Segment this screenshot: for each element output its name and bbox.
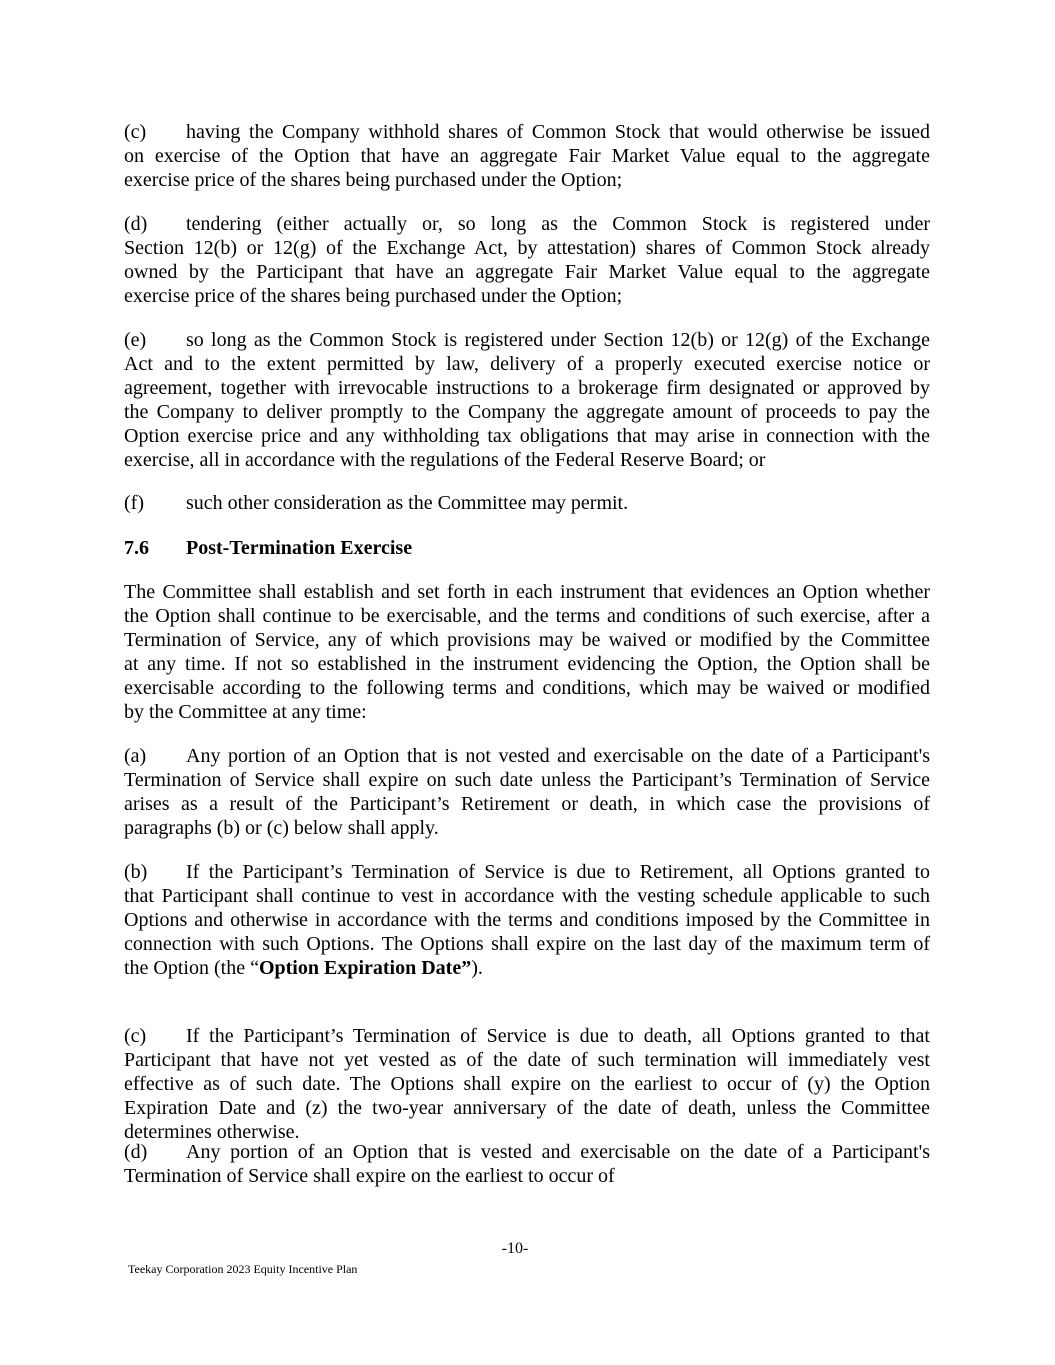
- line-text: such other consideration as the Committee may permit.: [186, 492, 629, 514]
- paragraph: [124, 212, 930, 308]
- line-text: exercise, all in accordance with the regulations of the Federal Reserve Board; or: [124, 449, 766, 471]
- line-text: exercise price of the shares being purchased under the Option;: [124, 285, 623, 307]
- line-text: Section 12(b) or 12(g) of the Exchange Act, by attestation) shares of Common Stock already: [124, 237, 930, 259]
- paragraph: [124, 1024, 930, 1144]
- text-line: [124, 424, 930, 448]
- text-line: [124, 1048, 930, 1072]
- defined-term: Option Expiration Date”: [258, 957, 472, 979]
- text-line: [124, 580, 930, 604]
- text-line: [124, 744, 930, 768]
- line-text: Termination of Service, any of which provisions may be waived or modified by the Committee: [124, 629, 930, 651]
- text-line: [124, 768, 930, 792]
- line-text: Participant that have not yet vested as of the date of such termination will immediately vest: [124, 1049, 930, 1071]
- section-heading: [124, 536, 930, 560]
- paragraph: [124, 120, 930, 192]
- text-line: [124, 448, 930, 472]
- line-text: on exercise of the Option that have an aggregate Fair Market Value equal to the aggregate: [124, 145, 930, 167]
- text-line: [124, 400, 930, 424]
- text-line: [124, 120, 930, 144]
- line-text: Termination of Service shall expire on the earliest to occur of: [124, 1165, 615, 1187]
- line-text: The Committee shall establish and set forth in each instrument that evidences an Option whether: [124, 581, 930, 603]
- line-text: Termination of Service shall expire on such date unless the Participant’s Termination of Service: [124, 769, 930, 791]
- line-text: tendering (either actually or, so long as the Common Stock is registered under: [186, 213, 930, 235]
- line-text: Any portion of an Option that is vested and exercisable on the date of a Participant's: [186, 1141, 930, 1163]
- line-text: ).: [471, 957, 483, 979]
- paragraph-label: 7.6: [124, 537, 149, 559]
- text-line: [124, 1096, 930, 1120]
- paragraph-label: (d): [124, 213, 148, 235]
- text-line: [124, 328, 930, 352]
- text-line: [124, 792, 930, 816]
- line-text: Post-Termination Exercise: [186, 537, 413, 559]
- text-line: [124, 284, 930, 308]
- line-text: determines otherwise.: [124, 1121, 300, 1143]
- text-line: [124, 956, 930, 980]
- text-line: [124, 1140, 930, 1164]
- line-text: the Option (the “: [124, 957, 259, 979]
- paragraph-label: (f): [124, 492, 144, 514]
- text-line: [124, 700, 930, 724]
- line-text: Option exercise price and any withholding tax obligations that may arise in connection with the: [124, 425, 930, 447]
- text-line: [124, 491, 930, 515]
- text-line: [124, 628, 930, 652]
- paragraph-label: (a): [124, 745, 147, 767]
- line-text: owned by the Participant that have an aggregate Fair Market Value equal to the aggregate: [124, 261, 930, 283]
- line-text: exercise price of the shares being purchased under the Option;: [124, 169, 623, 191]
- text-line: [124, 860, 930, 884]
- paragraph: [124, 580, 930, 724]
- line-text: the Company to deliver promptly to the Company the aggregate amount of proceeds to pay the: [124, 401, 930, 423]
- paragraph-label: (d): [124, 1141, 148, 1163]
- text-line: [124, 1024, 930, 1048]
- text-line: [124, 260, 930, 284]
- line-text: having the Company withhold shares of Common Stock that would otherwise be issued: [186, 121, 930, 143]
- line-text: Act and to the extent permitted by law, delivery of a properly executed exercise notice or: [124, 353, 930, 375]
- line-text: If the Participant’s Termination of Service is due to Retirement, all Options granted to: [186, 861, 930, 883]
- footer-text: Teekay Corporation 2023 Equity Incentive Plan: [128, 1262, 358, 1276]
- text-line: [124, 236, 930, 260]
- text-line: [124, 908, 930, 932]
- line-text: arises as a result of the Participant’s Retirement or death, in which case the provisions of: [124, 793, 930, 815]
- line-text: connection with such Options. The Options shall expire on the last day of the maximum term of: [124, 933, 930, 955]
- text-line: [124, 1072, 930, 1096]
- paragraph-label: (c): [124, 1025, 147, 1047]
- line-text: exercisable according to the following terms and conditions, which may be waived or modified: [124, 677, 930, 699]
- text-line: [124, 1164, 930, 1188]
- paragraph: [124, 860, 930, 980]
- line-text: Any portion of an Option that is not vested and exercisable on the date of a Participant's: [186, 745, 930, 767]
- text-line: [124, 376, 930, 400]
- text-line: [124, 144, 930, 168]
- line-text: Options and otherwise in accordance with the terms and conditions imposed by the Committee in: [124, 909, 930, 931]
- text-line: [124, 816, 930, 840]
- paragraph-label: (e): [124, 329, 147, 351]
- text-line: [124, 884, 930, 908]
- line-text: at any time. If not so established in the instrument evidencing the Option, the Option shall be: [124, 653, 930, 675]
- paragraph: [124, 744, 930, 840]
- line-text: effective as of such date. The Options shall expire on the earliest to occur of (y) the Option: [124, 1073, 930, 1095]
- text-line: [124, 604, 930, 628]
- line-text: If the Participant’s Termination of Service is due to death, all Options granted to that: [186, 1025, 930, 1047]
- paragraph: [124, 491, 930, 515]
- paragraph-label: (c): [124, 121, 147, 143]
- line-text: agreement, together with irrevocable instructions to a brokerage firm designated or approved by: [124, 377, 930, 399]
- text-line: [124, 168, 930, 192]
- text-line: [124, 932, 930, 956]
- text-line: [124, 212, 930, 236]
- text-line: [124, 536, 930, 560]
- paragraph: [124, 1140, 930, 1188]
- text-line: [124, 652, 930, 676]
- paragraph: [124, 328, 930, 472]
- text-line: [124, 352, 930, 376]
- paragraph-label: (b): [124, 861, 148, 883]
- line-text: that Participant shall continue to vest in accordance with the vesting schedule applicable to such: [124, 885, 930, 907]
- line-text: by the Committee at any time:: [124, 701, 367, 723]
- text-line: [124, 676, 930, 700]
- line-text: the Option shall continue to be exercisable, and the terms and conditions of such exercise, after a: [124, 605, 930, 627]
- line-text: so long as the Common Stock is registered under Section 12(b) or 12(g) of the Exchange: [186, 329, 930, 351]
- page-number: -10-: [501, 1240, 529, 1257]
- line-text: Expiration Date and (z) the two-year anniversary of the date of death, unless the Committee: [124, 1097, 930, 1119]
- line-text: paragraphs (b) or (c) below shall apply.: [124, 817, 439, 839]
